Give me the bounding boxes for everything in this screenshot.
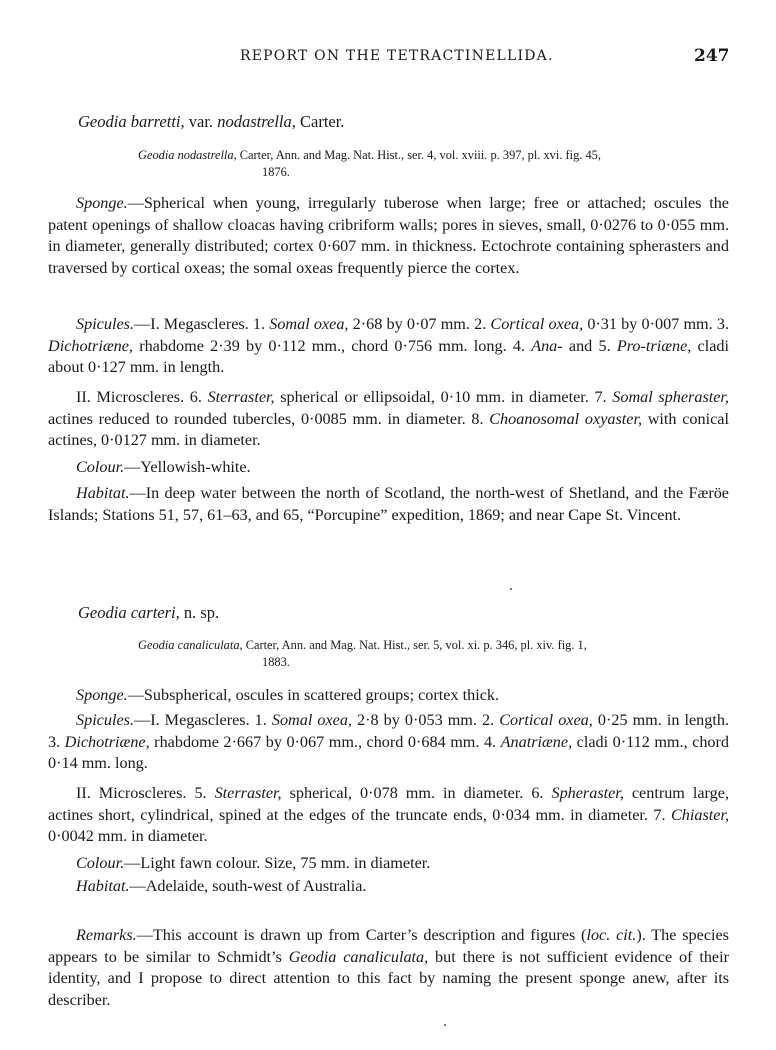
print-speck (444, 1024, 446, 1026)
species-title-1: Geodia barretti, var. nodastrella, Carter. (78, 112, 345, 131)
colour-2: Colour.—Light fawn colour. Size, 75 mm. in diameter. (76, 854, 431, 872)
habitat-1: Habitat.—In deep water between the north of Scotland, the north-west of Shetland, and the Færöe Islands; Stations 51, 57, 61–63, and 65, “Porcupine” expedition, 1869; and near Cape St. Vincent. (48, 484, 729, 524)
spicules-microscleres-1: II. Microscleres. 6. Sterraster, spherical or ellipsoidal, 0·10 mm. in diameter. 7. Somal spheraster, actines reduced to rounded tubercles, 0·0085 mm. in diameter. 8. Choanosomal oxyaster, with conical actines, 0·0127 mm. in diameter. (48, 388, 729, 450)
page-number: 247 (694, 46, 730, 66)
synonym-reference-2: Geodia canaliculata, Carter, Ann. and Mag. Nat. Hist., ser. 5, vol. xi. p. 346, pl. xiv. fig. 1, 1883. (138, 638, 587, 669)
spicules-microscleres-2: II. Microscleres. 5. Sterraster, spherical, 0·078 mm. in diameter. 6. Spheraster, centrum large, actines short, cylindrical, spined at the edges of the truncate ends, 0·034 mm. in diameter. 7. Chiaster, 0·0042 mm. in diameter. (48, 784, 729, 846)
running-title: REPORT ON THE TETRACTINELLIDA. (240, 48, 554, 64)
spicules-megascleres-1: Spicules.—I. Megascleres. 1. Somal oxea, 2·68 by 0·07 mm. 2. Cortical oxea, 0·31 by 0·007 mm. 3. Dichotriæne, rhabdome 2·39 by 0·112 mm., chord 0·756 mm. long. 4. Ana- and 5. Pro-triæne, cladi about 0·127 mm. in length. (48, 315, 730, 377)
sponge-description-2: Sponge.—Subspherical, oscules in scattered groups; cortex thick. (76, 686, 500, 704)
synonym-reference-1: Geodia nodastrella, Carter, Ann. and Mag. Nat. Hist., ser. 4, vol. xviii. p. 397, pl. xvi. fig. 45, 1876. (138, 148, 601, 179)
remarks: Remarks.—This account is drawn up from Carter’s description and figures (loc. cit.). The species appears to be similar to Schmidt’s Geodia canaliculata, but there is not sufficient evidence of their identity, and I propose to direct attention to this fact by naming the present sponge anew, after its describer. (48, 926, 730, 1010)
sponge-description-1: Sponge.—Spherical when young, irregularly tuberose when large; free or attached; oscules the patent openings of shallow cloacas having cribriform walls; pores in sieves, small, 0·0276 to 0·055 mm. in diameter, generally distributed; cortex 0·607 mm. in thickness. Ectochrote containing spherasters and traversed by cortical oxeas; the somal oxeas frequently pierce the cortex. (48, 194, 729, 278)
print-speck (510, 588, 512, 590)
species-title-2: Geodia carteri, n. sp. (78, 603, 220, 622)
colour-1: Colour.—Yellowish-white. (76, 458, 251, 476)
spicules-megascleres-2: Spicules.—I. Megascleres. 1. Somal oxea, 2·8 by 0·053 mm. 2. Cortical oxea, 0·25 mm. in length. 3. Dichotriæne, rhabdome 2·667 by 0·067 mm., chord 0·684 mm. 4. Anatriæne, cladi 0·112 mm., chord 0·14 mm. long. (48, 711, 730, 773)
habitat-2: Habitat.—Adelaide, south-west of Australia. (76, 877, 367, 895)
page-header (0, 46, 776, 70)
